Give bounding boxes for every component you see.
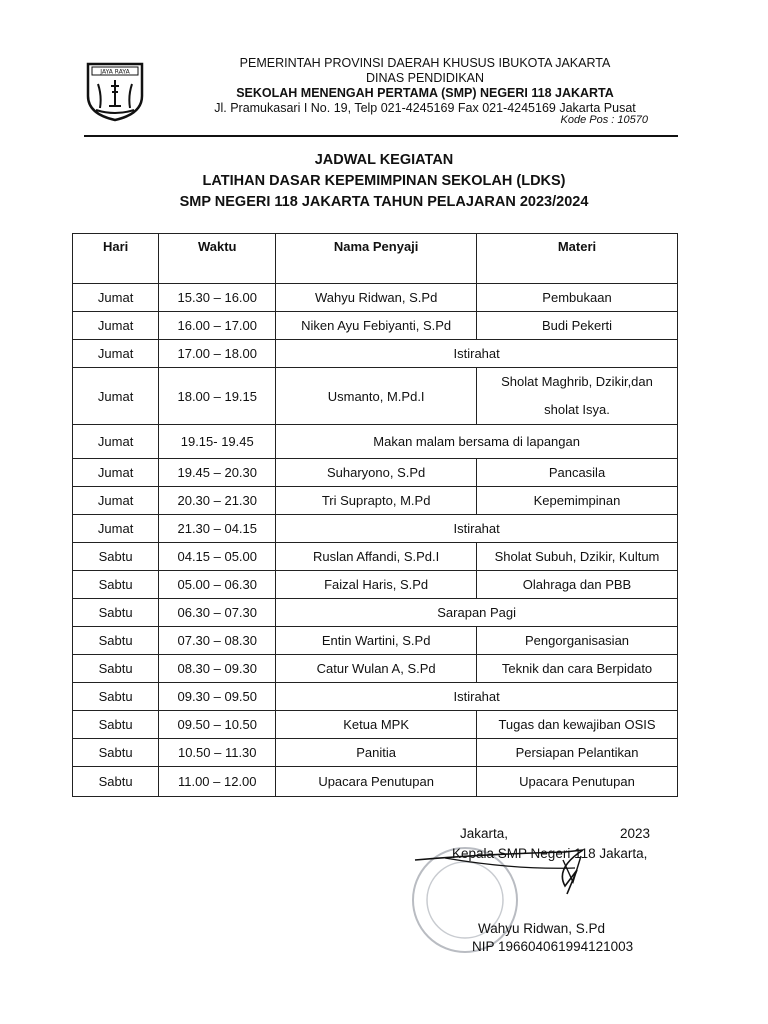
cell-hari: Jumat xyxy=(73,425,159,459)
table-row xyxy=(73,655,678,683)
table-row xyxy=(73,739,678,767)
header-materi: Materi xyxy=(477,234,678,284)
cell-waktu: 06.30 – 07.30 xyxy=(159,599,276,627)
title-line-1: JADWAL KEGIATAN xyxy=(314,152,454,168)
signatory-title: Kepala SMP Negeri 118 Jakarta, xyxy=(452,846,648,861)
table-row xyxy=(73,487,678,515)
letterhead-department: DINAS PENDIDIKAN xyxy=(365,71,485,85)
cell-hari: Jumat xyxy=(73,312,159,340)
table-row xyxy=(73,627,678,655)
cell-penyaji: Panitia xyxy=(276,739,477,767)
cell-hari: Jumat xyxy=(73,459,159,487)
cell-waktu: 17.00 – 18.00 xyxy=(159,340,276,368)
letterhead-address: Jl. Pramukasari I No. 19, Telp 021-4245169 Fax 021-4245169 Jakarta Pusat xyxy=(214,101,636,115)
signature-place: Jakarta, xyxy=(460,826,509,841)
cell-materi-line-1: Sholat Maghrib, Dzikir,dan xyxy=(501,374,653,389)
cell-waktu: 19.15- 19.45 xyxy=(159,425,276,459)
cell-hari: Sabtu xyxy=(73,739,159,767)
cell-materi: Teknik dan cara Berpidato xyxy=(477,655,678,683)
svg-text:JAYA RAYA: JAYA RAYA xyxy=(100,68,130,76)
cell-merged-activity: Sarapan Pagi xyxy=(276,599,678,627)
table-row xyxy=(73,515,678,543)
cell-hari: Jumat xyxy=(73,340,159,368)
cell-merged-activity: Istirahat xyxy=(276,515,678,543)
cell-penyaji: Ruslan Affandi, S.Pd.I xyxy=(276,543,477,571)
cell-merged-activity: Istirahat xyxy=(276,683,678,711)
header-hari: Hari xyxy=(73,234,159,284)
cell-waktu: 20.30 – 21.30 xyxy=(159,487,276,515)
cell-materi: Pancasila xyxy=(477,459,678,487)
cell-hari: Jumat xyxy=(73,515,159,543)
cell-materi-line-2: sholat Isya. xyxy=(544,402,610,417)
cell-merged-activity: Makan malam bersama di lapangan xyxy=(276,425,678,459)
school-logo-emblem xyxy=(82,56,148,122)
table-row xyxy=(73,599,678,627)
table-row xyxy=(73,543,678,571)
title-line-3: SMP NEGERI 118 JAKARTA TAHUN PELAJARAN 2023/2024 xyxy=(179,194,589,210)
letterhead xyxy=(170,56,680,116)
cell-waktu: 18.00 – 19.15 xyxy=(159,368,276,425)
cell-materi: Pengorganisasian xyxy=(477,627,678,655)
cell-merged-activity: Istirahat xyxy=(276,340,678,368)
cell-materi: Upacara Penutupan xyxy=(477,767,678,797)
cell-hari: Jumat xyxy=(73,284,159,312)
table-row xyxy=(73,767,678,797)
cell-hari: Sabtu xyxy=(73,767,159,797)
cell-penyaji: Ketua MPK xyxy=(276,711,477,739)
cell-materi: Olahraga dan PBB xyxy=(477,571,678,599)
cell-materi: Pembukaan xyxy=(477,284,678,312)
table-row xyxy=(73,683,678,711)
table-row xyxy=(73,711,678,739)
cell-waktu: 11.00 – 12.00 xyxy=(159,767,276,797)
cell-waktu: 08.30 – 09.30 xyxy=(159,655,276,683)
table-row xyxy=(73,368,678,425)
header-waktu: Waktu xyxy=(159,234,276,284)
table-header-row xyxy=(73,234,678,284)
schedule-table xyxy=(72,233,678,797)
cell-hari: Sabtu xyxy=(73,655,159,683)
cell-materi: Sholat Subuh, Dzikir, Kultum xyxy=(477,543,678,571)
table-row xyxy=(73,312,678,340)
cell-waktu: 19.45 – 20.30 xyxy=(159,459,276,487)
cell-penyaji: Niken Ayu Febiyanti, S.Pd xyxy=(276,312,477,340)
cell-hari: Sabtu xyxy=(73,711,159,739)
signatory-name: Wahyu Ridwan, S.Pd xyxy=(478,921,606,936)
table-row xyxy=(73,284,678,312)
signature-year: 2023 xyxy=(620,826,651,841)
cell-waktu: 21.30 – 04.15 xyxy=(159,515,276,543)
document-title xyxy=(70,150,698,213)
cell-penyaji: Suharyono, S.Pd xyxy=(276,459,477,487)
letterhead-school: SEKOLAH MENENGAH PERTAMA (SMP) NEGERI 118 JAKARTA xyxy=(236,86,614,100)
header-nama-penyaji: Nama Penyaji xyxy=(276,234,477,284)
cell-penyaji: Faizal Haris, S.Pd xyxy=(276,571,477,599)
table-row xyxy=(73,425,678,459)
cell-penyaji: Tri Suprapto, M.Pd xyxy=(276,487,477,515)
cell-waktu: 09.30 – 09.50 xyxy=(159,683,276,711)
cell-hari: Jumat xyxy=(73,487,159,515)
cell-materi xyxy=(477,368,678,425)
table-row xyxy=(73,340,678,368)
cell-penyaji: Catur Wulan A, S.Pd xyxy=(276,655,477,683)
cell-penyaji: Wahyu Ridwan, S.Pd xyxy=(276,284,477,312)
cell-materi: Budi Pekerti xyxy=(477,312,678,340)
letterhead-government: PEMERINTAH PROVINSI DAERAH KHUSUS IBUKOTA JAKARTA xyxy=(239,56,611,70)
table-row xyxy=(73,459,678,487)
cell-penyaji: Entin Wartini, S.Pd xyxy=(276,627,477,655)
cell-waktu: 05.00 – 06.30 xyxy=(159,571,276,599)
cell-hari: Sabtu xyxy=(73,543,159,571)
cell-penyaji: Usmanto, M.Pd.I xyxy=(276,368,477,425)
table-row xyxy=(73,571,678,599)
cell-materi: Persiapan Pelantikan xyxy=(477,739,678,767)
letterhead-divider xyxy=(84,135,678,137)
title-line-2: LATIHAN DASAR KEPEMIMPINAN SEKOLAH (LDKS) xyxy=(202,173,566,189)
signatory-nip: NIP 196604061994121003 xyxy=(472,939,634,954)
cell-hari: Sabtu xyxy=(73,599,159,627)
cell-waktu: 15.30 – 16.00 xyxy=(159,284,276,312)
cell-waktu: 09.50 – 10.50 xyxy=(159,711,276,739)
cell-waktu: 16.00 – 17.00 xyxy=(159,312,276,340)
cell-hari: Sabtu xyxy=(73,683,159,711)
cell-hari: Jumat xyxy=(73,368,159,425)
cell-waktu: 04.15 – 05.00 xyxy=(159,543,276,571)
cell-waktu: 10.50 – 11.30 xyxy=(159,739,276,767)
cell-waktu: 07.30 – 08.30 xyxy=(159,627,276,655)
cell-hari: Sabtu xyxy=(73,627,159,655)
cell-penyaji: Upacara Penutupan xyxy=(276,767,477,797)
cell-materi: Tugas dan kewajiban OSIS xyxy=(477,711,678,739)
cell-hari: Sabtu xyxy=(73,571,159,599)
postal-code: Kode Pos : 10570 xyxy=(560,114,648,126)
cell-materi: Kepemimpinan xyxy=(477,487,678,515)
